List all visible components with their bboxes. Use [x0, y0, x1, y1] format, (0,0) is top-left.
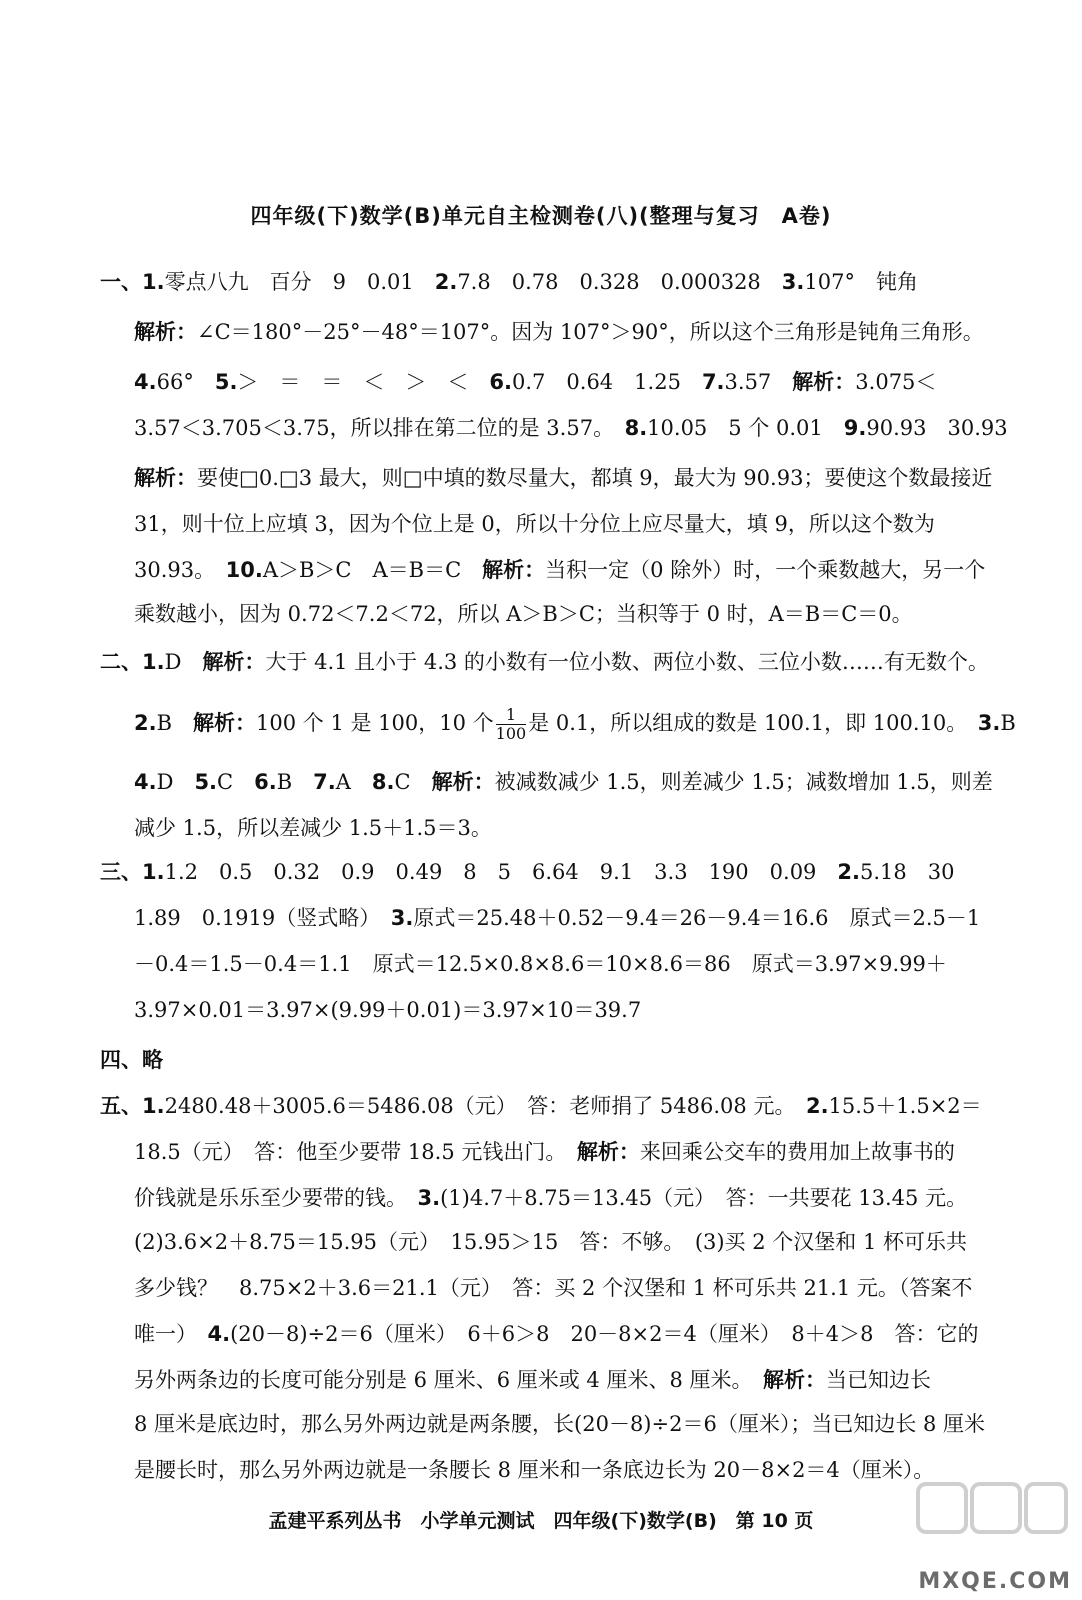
answer-line	[100, 648, 989, 676]
answer-text: 66°	[156, 370, 215, 394]
bold-label: 2.	[837, 860, 861, 884]
answer-text: ∠C＝180°－25°－48°＝107°。因为 107°＞90°，所以这个三角形是钝角三角形。	[197, 320, 984, 344]
bold-label: 2.	[134, 711, 157, 735]
answer-line	[100, 858, 955, 886]
bold-label: 解析：	[202, 650, 266, 674]
bold-label: 10.	[225, 558, 263, 582]
answer-text: D	[156, 770, 195, 794]
answer-line	[134, 1456, 934, 1484]
bold-label: 一、1.	[100, 270, 165, 294]
answer-text: 零点八九 百分 9 0.01	[164, 270, 435, 294]
answer-line	[134, 814, 492, 842]
answer-text: 大于 4.1 且小于 4.3 的小数有一位小数、两位小数、三位小数……有无数个。	[265, 650, 989, 674]
answer-line	[134, 706, 1016, 743]
answer-text: A＞B＞C A＝B＝C	[262, 558, 483, 582]
answer-text: 30.93。	[134, 558, 226, 582]
answer-text: (20－8)÷2＝6（厘米） 6＋6＞8 20－8×2＝4（厘米） 8＋4＞8 答：它的	[230, 1322, 979, 1346]
answer-text: 107° 钝角	[804, 270, 918, 294]
answer-line	[134, 318, 984, 346]
answer-line	[134, 904, 980, 932]
bold-label: 6.	[254, 770, 277, 794]
bold-label: 解析：	[134, 466, 197, 490]
answer-line	[134, 1184, 967, 1212]
answer-text: 3.97×0.01＝3.97×(9.99＋0.01)＝3.97×10＝39.7	[134, 998, 642, 1022]
bold-label: 三、1.	[100, 860, 165, 884]
answer-line	[134, 1410, 985, 1438]
bold-label: 二、1.	[100, 650, 165, 674]
answer-line	[134, 1228, 967, 1256]
answer-text: 多少钱？ 8.75×2＋3.6＝21.1（元） 答：买 2 个汉堡和 1 杯可乐共 21.1 元。（答案不	[134, 1276, 973, 1300]
bold-label: 9.	[843, 416, 867, 440]
answer-line	[134, 1138, 955, 1166]
answer-line	[100, 1046, 163, 1074]
answer-text: (2)3.6×2＋8.75＝15.95（元） 15.95＞15 答：不够。 (3)买 2 个汉堡和 1 杯可乐共	[134, 1230, 967, 1254]
answer-text: 100 个 1 是 100，10 个	[256, 711, 494, 735]
answer-line	[134, 1366, 931, 1394]
bold-label: 解析：	[763, 1368, 826, 1392]
bold-label: 7.	[701, 370, 725, 394]
answer-text: B	[156, 711, 194, 735]
answer-line	[100, 268, 918, 296]
answer-text: D	[164, 650, 203, 674]
answer-text: 2480.48＋3005.6＝5486.08（元） 答：老师捐了 5486.08 元。	[164, 1094, 806, 1118]
bold-label: 3.	[781, 270, 805, 294]
bold-label: 解析：	[134, 320, 197, 344]
answer-text: 1.89 0.1919（竖式略）	[134, 906, 391, 930]
answer-text: 原式＝25.48＋0.52－9.4＝26－9.4＝16.6 原式＝2.5－1	[413, 906, 981, 930]
answer-line	[134, 1320, 978, 1348]
answer-text: 是腰长时，那么另外两边就是一条腰长 8 厘米和一条底边长为 20－8×2＝4（厘米）。	[134, 1458, 935, 1482]
answer-text: 减少 1.5，所以差减少 1.5＋1.5＝3。	[134, 816, 492, 840]
answer-text: 乘数越小，因为 0.72＜7.2＜72，所以 A＞B＞C；当积等于 0 时，A＝B＝C＝0。	[134, 602, 913, 626]
bold-label: 8.	[624, 416, 648, 440]
answer-text: B	[1000, 711, 1016, 735]
bold-label: 6.	[489, 370, 513, 394]
answer-text: 唯一）	[134, 1322, 208, 1346]
bold-label: 2.	[805, 1094, 829, 1118]
watermark-text: MXQE.COM	[918, 1569, 1072, 1594]
bold-label: 5.	[194, 770, 218, 794]
answer-line	[134, 556, 985, 584]
answer-text: C	[217, 770, 255, 794]
bold-label: 3.	[390, 906, 414, 930]
bold-label: 解析：	[431, 770, 495, 794]
answer-text: 3.57	[724, 370, 793, 394]
bold-label: 五、1.	[100, 1094, 165, 1118]
bold-label: 2.	[434, 270, 458, 294]
answer-line	[134, 768, 993, 796]
answer-line	[134, 950, 947, 978]
page-title: 四年级(下)数学(B)单元自主检测卷(八)(整理与复习 A卷)	[250, 204, 832, 228]
answer-text: 18.5（元） 答：他至少要带 18.5 元钱出门。	[134, 1140, 577, 1164]
bold-label: 解析：	[576, 1140, 640, 1164]
answer-text: 当积一定（0 除外）时，一个乘数越大，另一个	[545, 558, 986, 582]
answer-text: 价钱就是乐乐至少要带的钱。	[134, 1186, 418, 1210]
answer-text: 当已知边长	[826, 1368, 931, 1392]
bold-label: 8.	[371, 770, 395, 794]
bold-label: 4.	[207, 1322, 231, 1346]
answer-text: (1)4.7＋8.75＝13.45（元） 答：一共要花 13.45 元。	[440, 1186, 968, 1210]
answer-line	[134, 414, 1008, 442]
answer-text: 8 厘米是底边时，那么另外两边就是两条腰，长(20－8)÷2＝6（厘米）；当已知边长 8 厘米	[134, 1412, 986, 1436]
page-footer: 孟建平系列丛书 小学单元测试 四年级(下)数学(B) 第 10 页	[268, 1510, 814, 1532]
answer-text: C	[394, 770, 432, 794]
answer-text: 要使□0.□3 最大，则□中填的数尽量大，都填 9，最大为 90.93；要使这个数最接近	[197, 466, 993, 490]
bold-label: 3.	[977, 711, 1001, 735]
bold-label: 四、略	[100, 1048, 163, 1072]
bold-label: 5.	[214, 370, 238, 394]
answer-text: ＞ ＝ ＝ ＜ ＞ ＜	[237, 370, 490, 394]
answer-text: 90.93 30.93	[866, 416, 1008, 440]
answer-text: B	[276, 770, 314, 794]
answer-text: 3.57＜3.705＜3.75，所以排在第二位的是 3.57。	[134, 416, 625, 440]
answer-text: 5.18 30	[860, 860, 955, 884]
answer-text: 0.7 0.64 1.25	[512, 370, 702, 394]
answer-text: 15.5＋1.5×2＝	[828, 1094, 982, 1118]
bold-label: 解析：	[792, 370, 856, 394]
bold-label: 7.	[313, 770, 336, 794]
answer-text: A	[335, 770, 372, 794]
bold-label: 3.	[417, 1186, 441, 1210]
answer-text: 31，则十位上应填 3，因为个位上是 0，所以十分位上应尽量大，填 9，所以这个数为	[134, 512, 935, 536]
answer-line	[134, 464, 992, 492]
answer-text: －0.4＝1.5－0.4＝1.1 原式＝12.5×0.8×8.6＝10×8.6＝86 原式＝3.97×9.99＋	[134, 952, 947, 976]
answer-line	[134, 600, 913, 628]
bold-label: 4.	[134, 370, 157, 394]
answer-text: 被减数减少 1.5，则差减少 1.5；减数增加 1.5，则差	[494, 770, 993, 794]
bold-label: 解析：	[482, 558, 546, 582]
answer-text: 7.8 0.78 0.328 0.000328	[457, 270, 782, 294]
bold-label: 4.	[134, 770, 157, 794]
answer-line	[134, 368, 936, 396]
answer-text: 1.2 0.5 0.32 0.9 0.49 8 5 6.64 9.1 3.3 190 0.09	[164, 860, 838, 884]
answer-line	[134, 510, 935, 538]
answer-line	[134, 1274, 972, 1302]
answer-text: 10.05 5 个 0.01	[647, 416, 844, 440]
answer-line	[100, 1092, 982, 1120]
bold-label: 解析：	[193, 711, 257, 735]
answer-text: 另外两条边的长度可能分别是 6 厘米、6 厘米或 4 厘米、8 厘米。	[134, 1368, 763, 1392]
answer-text: 3.075＜	[855, 370, 937, 394]
answer-line	[134, 996, 641, 1024]
fraction: $\frac{1}{100}$	[495, 705, 527, 743]
answer-text: 是 0.1，所以组成的数是 100.1，即 100.10。	[528, 711, 978, 735]
answer-text: 来回乘公交车的费用加上故事书的	[639, 1140, 955, 1164]
